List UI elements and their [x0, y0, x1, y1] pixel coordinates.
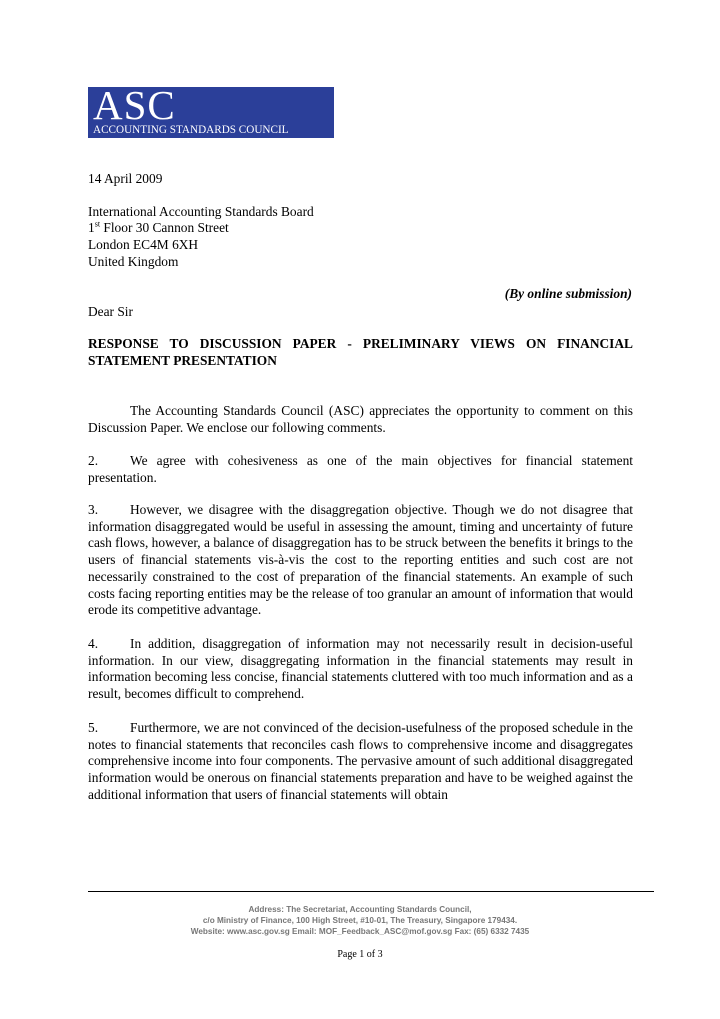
paragraph-number: 5. — [88, 720, 99, 735]
paragraph-3 — [88, 502, 633, 619]
paragraph-number: 2. — [88, 453, 99, 468]
asc-logo — [88, 82, 334, 138]
paragraph-1 — [88, 403, 633, 436]
footer-contact-line: Website: www.asc.gov.sg Email: MOF_Feedback_ASC@mof.gov.sg Fax: (65) 6332 7435 — [190, 927, 530, 936]
paragraph-text: We agree with cohesiveness as one of the main objectives for financial statement presentation. — [88, 453, 633, 485]
floor-number: 1 — [88, 220, 95, 235]
street: Floor 30 Cannon Street — [100, 220, 229, 235]
paragraph-text: However, we disagree with the disaggregation objective. Though we do not disagree that information disaggregated would be useful in assessing the amount, timing and uncertainty of future cash flows, however, a balance of disaggregation has to be struck between the benefits it brings to the users of financial statements vis-à-vis the cost to the reporting entities and such cost are not necessarily constrained to the cost of preparation of the financial statements. An example of such costs facing reporting entities may be the release of too granular an amount of information that would erode its competitive advantage. — [88, 502, 633, 618]
recipient-line-1: International Accounting Standards Board — [88, 204, 314, 219]
logo-subtitle: ACCOUNTING STANDARDS COUNCIL — [93, 124, 289, 136]
logo-title: ASC — [93, 82, 176, 128]
paragraph-number: 3. — [88, 502, 99, 517]
submission-note: (By online submission) — [504, 286, 632, 301]
paragraph-text: Furthermore, we are not convinced of the decision-usefulness of the proposed schedule in the notes to financial statements that reconciles cash flows to comprehensive income and disaggregates comprehensive income into four components. The pervasive amount of such additional disaggregated information would be onerous on financial statements preparation and have to be weighed against the additional information that users of financial statements will obtain — [88, 720, 633, 802]
recipient-line-3: London EC4M 6XH — [88, 237, 199, 252]
paragraph-text: The Accounting Standards Council (ASC) appreciates the opportunity to comment on this Discussion Paper. We enclose our following comments. — [88, 403, 633, 435]
recipient-line-4: United Kingdom — [88, 254, 179, 269]
recipient-line-2 — [88, 219, 229, 236]
floor-suffix: st — [94, 219, 101, 229]
paragraph-4 — [88, 636, 633, 703]
footer-address-line-2: c/o Ministry of Finance, 100 High Street, #10-01, The Treasury, Singapore 179434. — [202, 916, 518, 925]
footer-divider — [88, 891, 654, 892]
subject-heading: RESPONSE TO DISCUSSION PAPER - PRELIMINARY VIEWS ON FINANCIAL STATEMENT PRESENTATION — [88, 336, 633, 368]
paragraph-text: In addition, disaggregation of information may not necessarily result in decision-useful information. In our view, disaggregating information in the financial statements may result in information becoming less concise, financial statements cluttered with too much information and as a result, becomes difficult to comprehend. — [88, 636, 633, 702]
paragraph-5 — [88, 720, 633, 804]
page-number: Page 1 of 3 — [337, 949, 383, 960]
salutation: Dear Sir — [88, 304, 133, 319]
paragraph-2 — [88, 453, 633, 486]
letter-date: 14 April 2009 — [88, 171, 163, 186]
paragraph-number: 4. — [88, 636, 99, 651]
footer-address-line-1: Address: The Secretariat, Accounting Standards Council, — [248, 905, 472, 914]
